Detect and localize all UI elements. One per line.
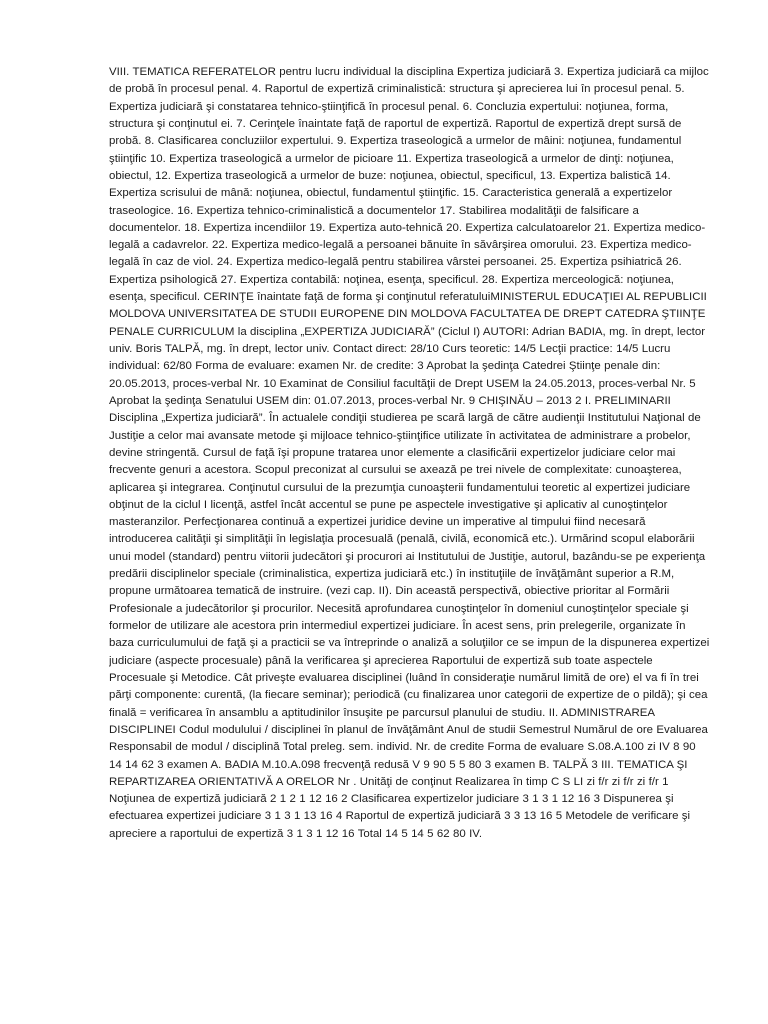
document-body-text: VIII. TEMATICA REFERATELOR pentru lucru individual la disciplina Expertiza judiciară 3. Expertiza judiciară ca mijloc de probă în procesul penal. 4. Raportul de expertiză criminalistică: structura şi aprecierea lui în procesul penal. 5. Expertiza judiciară şi constatarea tehnico-ştiinţifică în procesul penal. 6. Concluzia expertului: noţiunea, forma, structura şi conţinutul ei. 7. Cerinţele înaintate faţă de raportul de expertiză. Raportul de expertiză drept sursă de probă. 8. Clasificarea concluziilor expertului. 9. Expertiza traseologică a urmelor de mâini: noţiunea, fundamentul ştiinţific 10. Expertiza traseologică a urmelor de picioare 11. Expertiza traseologică a urmelor de dinţi: noţiunea, obiectul, 12. Expertiza traseologică a urmelor de buze: noţiunea, obiectul, specificul, 13. Expertiza balistică 14. Expertiza scrisului de mână: noţiunea, obiectul, fundamentul ştiinţific. 15. Caracteristica generală a expertizelor traseologice. 16. Expertiza tehnico-criminalistică a documentelor 17. Stabilirea modalităţii de falsificare a documentelor. 18. Expertiza incendiilor 19. Expertiza auto-tehnică 20. Expertiza calculatoarelor 21. Expertiza medico-legală a cadavrelor. 22. Expertiza medico-legală a persoanei bănuite în săvârşirea omorului. 23. Expertiza medico-legală în caz de viol. 24. Expertiza medico-legală pentru stabilirea vârstei persoanei. 25. Expertiza psihiatrică 26. Expertiza psihologică 27. Expertiza contabilă: noţinea, esenţa, specificul. 28. Expertiza merceologică: noţiunea, esenţa, specificul. CERINŢE înaintate faţă de forma şi conţinutul referatuluiMINISTERUL EDUCAŢIEI AL REPUBLICII MOLDOVA UNIVERSITATEA DE STUDII EUROPENE DIN MOLDOVA FACULTATEA DE DREPT CATEDRA ŞTIINŢE PENALE CURRICULUM la disciplina „EXPERTIZA JUDICIARĂ” (Ciclul I) AUTORI: Adrian BADIA, mg. în drept, lector univ. Boris TALPĂ, mg. în drept, lector univ. Contact direct: 28/10 Curs teoretic: 14/5 Lecţii practice: 14/5 Lucru individual: 62/80 Forma de evaluare: examen Nr. de credite: 3 Aprobat la şedinţa Catedrei Ştiinţe penale din: 20.05.2013, proces-verbal Nr. 10 Examinat de Consiliul facultăţii de Drept USEM la 24.05.2013, proces-verbal Nr. 5 Aprobat la şedinţa Senatului USEM din: 01.07.2013, proces-verbal Nr. 9 CHIŞINĂU – 2013 2 I. PRELIMINARII Disciplina „Expertiza judiciară”. În actualele condiţii studierea pe scară largă de către audienţii Institutului Naţional de Justiţie a celor mai avansate metode şi mijloace tehnico-ştiinţifice utilizate în activitatea de administrare a probelor, devine stringentă. Cursul de faţă îşi propune tratarea unor elemente a clasificării expertizelor judiciare celor mai frecvente genuri a acestora. Scopul preconizat al cursului se axează pe trei nivele de complexitate: cunoaşterea, aplicarea şi integrarea. Conţinutul cursului de la prezumţia cunoaşterii fundamentului teoretic al expertizei judiciare obţinut de la ciclul I licenţă, astfel încât accentul se pune pe aspectele investigative şi aplicativ al cunoştinţelor masteranzilor. Perfecţionarea continuă a expertizei juridice devine un imperative al timpului fiind necesară introducerea calităţii şi simplităţii în legislaţia procesuală (penală, civilă, economică etc.). Urmărind scopul elaborării unui model (standard) pentru viitorii judecători şi procurori ai Institutului de Justiţie, autorul, bazându-se pe experienţa predării disciplinelor speciale (criminalistica, expertiza judiciară etc.) în instituţiile de învăţământ superior a R.M, propune următoarea tematică de instruire. (vezi cap. II). Din această perspectivă, obiective prioritar al Formării Profesionale a judecătorilor şi procurilor. Necesită aprofundarea cunoştinţelor în domeniul cunoştinţelor speciale şi formelor de utilizare ale acestora prin intermediul expertizei judiciare. În acest sens, prin prelegerile, organizate în baza curriculumului de faţă şi a practicii se va întreprinde o analiză a soluţiilor ce se impun de la dispunerea expertizei judiciare (aspecte procesuale) până la verificarea şi aprecierea Raportului de expertiză sub toate aspectele Procesuale şi Metodice. Cât priveşte evaluarea disciplinei (luând în consideraţie numărul limită de ore) el va fi în trei părţi componente: curentă, (la fiecare seminar); periodică (cu finalizarea unor categorii de expertize de o pildă); şi cea finală = verificarea în ansamblu a aptitudinilor însuşite pe parcursul planului de studiu. II. ADMINISTRAREA DISCIPLINEI Codul modulului / disciplinei în planul de învăţământ Anul de studii Semestrul Numărul de ore Evaluarea Responsabil de modul / disciplină Total preleg. sem. individ. Nr. de credite Forma de evaluare S.08.A.100 zi IV 8 90 14 14 62 3 examen A. BADIA M.10.A.098 frecvenţă redusă V 9 90 5 5 80 3 examen B. TALPĂ 3 III. TEMATICA ŞI REPARTIZAREA ORIENTATIVĂ A ORELOR Nr . Unităţi de conţinut Realizarea în timp C S LI zi f/r zi f/r zi f/r 1 Noţiunea de expertiză judiciară 2 1 2 1 12 16 2 Clasificarea expertizelor judiciare 3 1 3 1 12 16 3 Dispunerea şi efectuarea expertizei judiciare 3 1 3 1 13 16 4 Raportul de expertiză judiciară 3 3 13 16 5 Metodele de verificare şi apreciere a raportului de expertiză 3 1 3 1 12 16 Total 14 5 14 5 62 80 IV. (109, 66, 710, 840)
document-page (109, 64, 711, 964)
